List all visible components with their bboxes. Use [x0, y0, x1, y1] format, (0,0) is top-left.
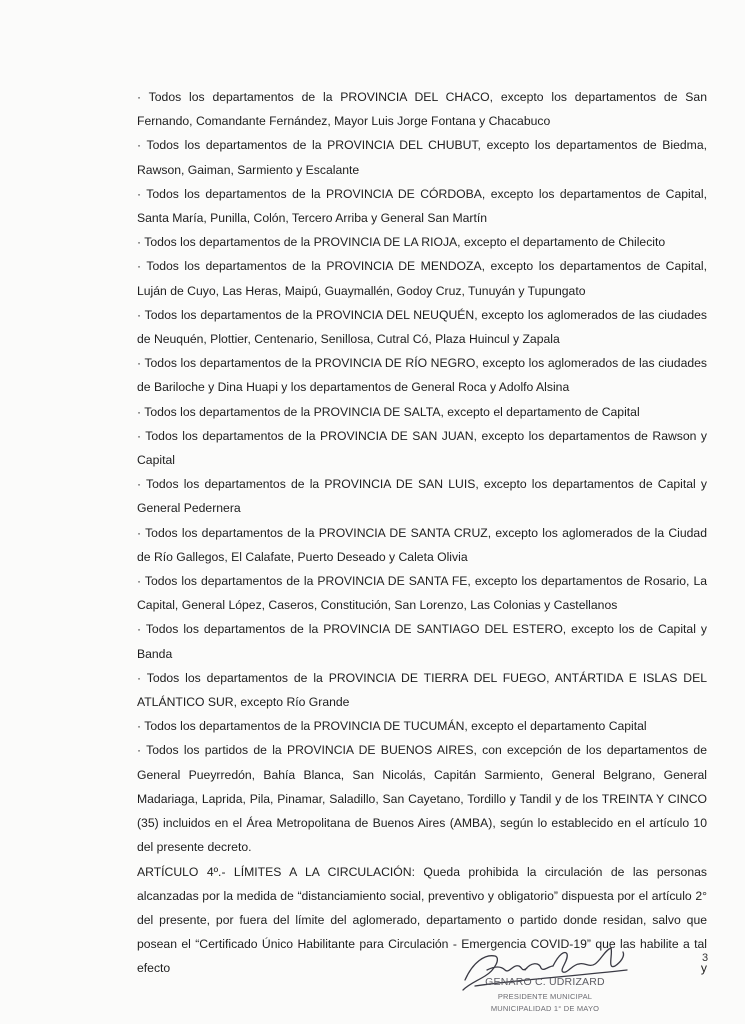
- paragraph-chubut: · Todos los departamentos de la PROVINCIA DEL CHUBUT, excepto los departamentos de Biedma, Rawson, Gaiman, Sarmiento y Escalante: [137, 138, 707, 177]
- paragraph-articulo-4: ARTÍCULO 4º.- LÍMITES A LA CIRCULACIÓN: Queda prohibida la circulación de las personas alcanzadas por la medida de “distanciamiento social, preventivo y obligatorio” dispuesta por el artículo 2° del presente, por fuera del límite del aglomerado, departamento o partido donde residan, salvo que posean el “Certificado Único Habilitante para Circulación - Emergencia COVID-19” que las habilite a tal efecto y: [137, 864, 707, 976]
- stamp-name: GENARO C. UDRIZARD: [485, 976, 605, 988]
- paragraph-rio-negro: · Todos los departamentos de la PROVINCIA DE RÍO NEGRO, excepto los aglomerados de las ciudades de Bariloche y Dina Huapi y los departamentos de General Roca y Adolfo Alsina: [137, 356, 707, 395]
- paragraph-santa-fe: · Todos los departamentos de la PROVINCIA DE SANTA FE, excepto los departamentos de Rosario, La Capital, General López, Caseros, Constitución, San Lorenzo, Las Colonias y Castellanos: [137, 574, 707, 613]
- stamp-title: PRESIDENTE MUNICIPAL: [497, 992, 593, 1001]
- signature-stamp: [455, 940, 645, 1024]
- paragraph-salta: · Todos los departamentos de la PROVINCIA DE SALTA, excepto el departamento de Capital: [137, 404, 640, 419]
- handwritten-signature-icon: [455, 940, 645, 1000]
- paragraph-tucuman: · Todos los departamentos de la PROVINCIA DE TUCUMÁN, excepto el departamento Capital: [137, 719, 647, 734]
- stamp-organization: MUNICIPALIDAD 1° DE MAYO: [490, 1004, 600, 1013]
- paragraph-tierra-del-fuego: · Todos los departamentos de la PROVINCIA DE TIERRA DEL FUEGO, ANTÁRTIDA E ISLAS DEL ATLÁNTICO SUR, excepto Río Grande: [137, 670, 707, 710]
- paragraph-buenos-aires: · Todos los partidos de la PROVINCIA DE BUENOS AIRES, con excepción de los departamentos de General Pueyrredón, Bahía Blanca, San Nicolás, Capitán Sarmiento, General Belgrano, General Madariaga, Laprida, Pila, Pinamar, Saladillo, San Cayetano, Tordillo y Tandil y de los TREINTA Y CINCO (35) incluidos en el Área Metropolitana de Buenos Aires (AMBA), según lo establecido en el artículo 10 del presente decreto.: [137, 743, 707, 855]
- paragraph-san-juan: · Todos los departamentos de la PROVINCIA DE SAN JUAN, excepto los departamentos de Rawson y Capital: [137, 428, 707, 468]
- document-body: [137, 85, 707, 981]
- paragraph-santa-cruz: · Todos los departamentos de la PROVINCIA DE SANTA CRUZ, excepto los aglomerados de la Ciudad de Río Gallegos, El Calafate, Puerto Deseado y Caleta Olivia: [137, 525, 707, 564]
- paragraph-chaco: · Todos los departamentos de la PROVINCIA DEL CHACO, excepto los departamentos de San Fernando, Comandante Fernández, Mayor Luis Jorge Fontana y Chacabuco: [137, 90, 707, 129]
- paragraph-neuquen: · Todos los departamentos de la PROVINCIA DEL NEUQUÉN, excepto los aglomerados de las ciudades de Neuquén, Plottier, Centenario, Senillosa, Cutral Có, Plaza Huincul y Zapala: [137, 307, 707, 347]
- paragraph-mendoza: · Todos los departamentos de la PROVINCIA DE MENDOZA, excepto los departamentos de Capital, Luján de Cuyo, Las Heras, Maipú, Guaymallén, Godoy Cruz, Tunuyán y Tupungato: [137, 259, 707, 298]
- paragraph-san-luis: · Todos los departamentos de la PROVINCIA DE SAN LUIS, excepto los departamentos de Capital y General Pedernera: [137, 477, 707, 516]
- page-number: 3: [702, 952, 709, 964]
- paragraph-santiago-del-estero: · Todos los departamentos de la PROVINCIA DE SANTIAGO DEL ESTERO, excepto los de Capital y Banda: [137, 622, 707, 661]
- paragraph-la-rioja: · Todos los departamentos de la PROVINCIA DE LA RIOJA, excepto el departamento de Chilecito: [137, 235, 666, 250]
- paragraph-cordoba: · Todos los departamentos de la PROVINCIA DE CÓRDOBA, excepto los departamentos de Capital, Santa María, Punilla, Colón, Tercero Arriba y General San Martín: [137, 186, 707, 226]
